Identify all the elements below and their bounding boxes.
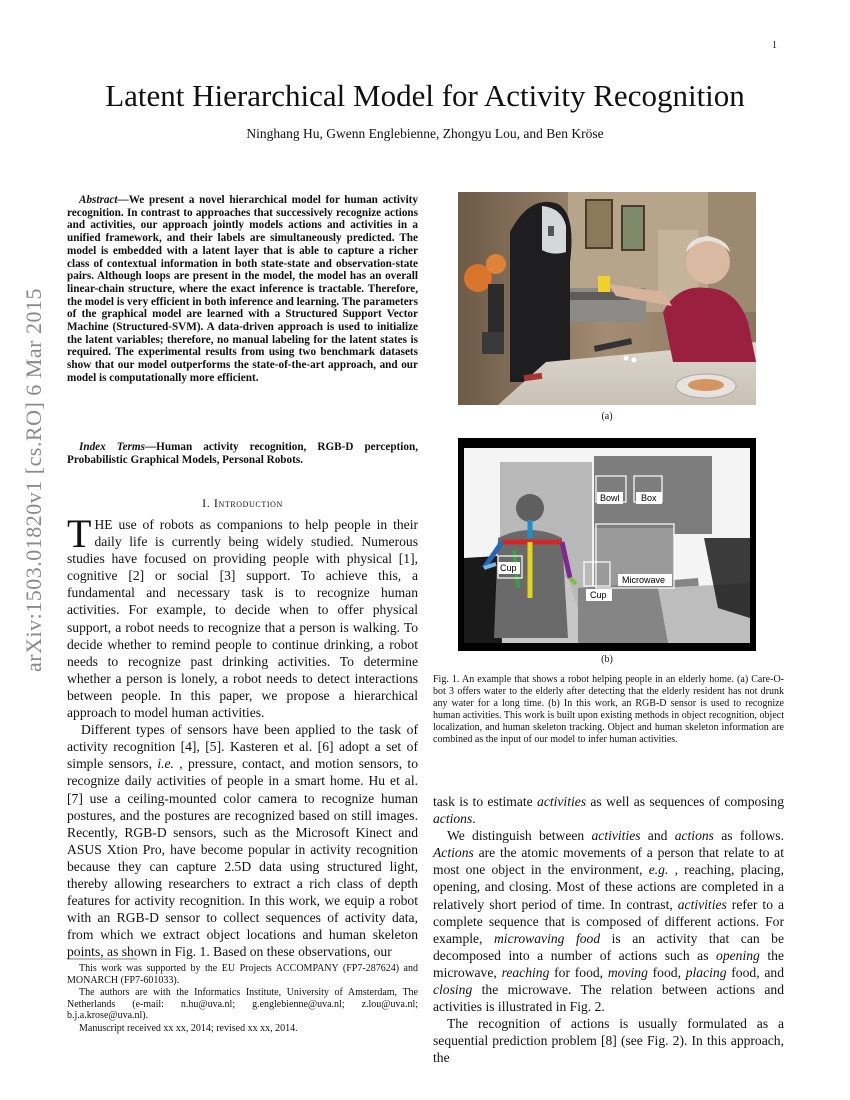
rc-p2-reaching: reaching <box>501 964 550 980</box>
introduction-body <box>67 511 419 960</box>
rc-p2-k: food, and <box>726 964 784 980</box>
rc-p2-placing: placing <box>685 964 727 980</box>
intro-p2-ie: i.e. <box>157 756 174 772</box>
bbox-label-cup-left: Cup <box>500 563 517 573</box>
rc-p2-h: the microwave, <box>433 947 784 980</box>
rc-p2-i: for food, <box>549 964 608 980</box>
rc-p2-d: are the atomic movements of a person that relate to at most one object in the environment, <box>433 845 784 878</box>
rc-p2-closing: closing <box>433 982 473 998</box>
rc-p2-activities2: activities <box>677 896 727 912</box>
rc-p2-l: the microwave. The relation between actions and activities is illustrated in Fig. 2. <box>433 982 784 1015</box>
figure-1a-label: (a) <box>601 411 613 422</box>
right-column-body <box>433 793 784 1067</box>
paper-authors: Ninghang Hu, Gwenn Englebienne, Zhongyu Lou, and Ben Kröse <box>246 126 604 141</box>
bbox-label-cup-right: Cup <box>590 590 607 600</box>
abstract <box>67 194 418 385</box>
right-paragraph-3: The recognition of actions is usually formulated as a sequential prediction problem [8] (see Fig. 2). In this approach, the <box>433 1016 784 1066</box>
abstract-text: —We present a novel hierarchical model for human activity recognition. In contrast to approaches that successively recognize actions and activities, our approach jointly models actions and activities in a unified framework, and their labels are simultaneously predicted. The model is embedded with a latent layer that is able to capture a richer class of contextual information in both state-state and observation-state pairs. Although loops are present in the model, the model has an overall linear-chain structure, where the exact inference is tractable. Therefore, the model is very efficient in both inference and learning. The parameters of the graphical model are learned with a Structured Support Vector Machine (Structured-SVM). A data-driven approach is used to initialize the latent variables; therefore, no manual labeling for the latent states is required. The experimental results from using two benchmark datasets show that our model outperforms the state-of-the-art approach, and our model is computationally more efficient. <box>67 194 418 384</box>
rc-p1-c: . <box>472 811 476 827</box>
figure-1b-depth <box>458 438 756 651</box>
rc-p2-e: , reaching, placing, opening, and closing. Most of these actions are completed in a relatively short period of time. In contrast, <box>433 862 784 912</box>
footnote-manuscript: Manuscript received xx xx, 2014; revised xx xx, 2014. <box>79 1022 298 1034</box>
rc-p2-j: food, <box>647 964 686 980</box>
figure-1a-photo <box>458 192 756 405</box>
index-terms-text: —Human activity recognition, RGB-D perception, Probabilistic Graphical Models, Personal Robots. <box>67 441 418 466</box>
intro-p1-text: HE use of robots as companions to help people in their daily life is currently being widely studied. Numerous studies have focused on providing people with physical [1], cognitive [2] or social [3] support. To achieve this, a fundamental and necessary task is to recognize human activities. For example, to decide when to offer physical support, a robot needs to recognize that a person is walking. To decide whether to remind people to continue drinking, a robot needs to recognize past drinking activities. To determine whether a person is lonely, a robot needs to detect interactions between people. In this paper, we propose a hierarchical approach to model human activities. <box>67 517 418 721</box>
intro-paragraph-1 <box>67 511 418 721</box>
rc-p2-activities: activities <box>591 828 641 844</box>
drop-cap: T <box>67 511 92 556</box>
rc-p2-actions2: Actions <box>433 845 474 861</box>
section-heading: I. Introduction <box>202 496 283 510</box>
rc-p2-opening: opening <box>716 947 760 963</box>
footnote-affiliation: The authors are with the Informatics Institute, University of Amsterdam, The Netherlands (e-mail: n.hu@uva.nl; g.englebienne@uva.nl; z.lou@uva.nl; b.j.a.krose@uva.nl). <box>67 987 418 1022</box>
figure-1-caption: Fig. 1. An example that shows a robot helping people in an elderly home. (a) Care-O-bot 3 offers water to the elderly after detecting that the elderly resident has not drunk any water for a long time. (b) In this work, an RGB-D sensor is used to recognize human activities. This work is built upon existing methods in object recognition, object localization, and human skeleton tracking. Object and human skeleton information are combined as the input of our model to infer human activities. <box>433 674 784 745</box>
paper-title: Latent Hierarchical Model for Activity Recognition <box>105 78 745 113</box>
depth-image <box>458 438 756 651</box>
rc-p1-activities: activities <box>537 794 587 809</box>
rc-p2-g: is an activity that can be decomposed into a number of actions such as <box>433 930 785 963</box>
rc-p2-b: and <box>640 828 675 844</box>
intro-p2-text-b: , pressure, contact, and motion sensors, to recognize daily activities of people in a smart home. Hu et al. [7] use a ceiling-mounted color camera to recognize human postures, and the postures are recognized based on still images. Recently, RGB-D sensors, such as the Microsoft Kinect and ASUS Xtion Pro, have become popular in activity recognition because they can capture 2.5D data using structured light, thereby allowing researchers to extract a rich class of depth features for activity recognition. In this work, we equip a robot with an RGB-D sensor to collect sequences of activity data, from which we extract object locations and human skeleton points, as shown in Fig. 1. Based on these observations, our <box>67 756 419 960</box>
rc-p1-actions: actions <box>433 811 473 827</box>
rc-p2-moving: moving <box>607 964 648 980</box>
index-terms <box>67 441 418 466</box>
footnote-rule <box>67 958 137 960</box>
bbox-label-bowl: Bowl <box>600 493 620 503</box>
rc-p2-f: refer to a complete sequence that is composed of different actions. For example, <box>433 896 785 946</box>
page-number: 1 <box>772 40 777 51</box>
right-paragraph-1 <box>433 793 784 827</box>
intro-p2-text-a: Different types of sensors have been applied to the task of activity recognition [4], [5]. Kasteren et al. [6] adopt a set of simple sensors, <box>67 722 418 772</box>
footnotes <box>67 963 418 1036</box>
rc-p2-a: We distinguish between <box>447 828 592 844</box>
right-paragraph-2 <box>433 827 784 1015</box>
rc-p2-eg: e.g. <box>648 862 669 878</box>
bbox-label-microwave: Microwave <box>622 575 666 585</box>
rc-p1-a: task is to estimate <box>433 794 538 809</box>
rc-p1-b: as well as sequences of composing <box>586 794 784 809</box>
rc-p2-microwaving-food: microwaving food <box>493 930 601 946</box>
rc-p2-actions: actions <box>674 828 714 844</box>
index-terms-lead: Index Terms <box>79 441 145 453</box>
figure-1b-label: (b) <box>601 654 613 665</box>
rc-p2-c: as follows. <box>713 828 784 844</box>
arxiv-watermark <box>14 290 54 670</box>
robot-elderly-photo <box>458 192 756 405</box>
intro-paragraph-2 <box>67 721 418 960</box>
abstract-lead: Abstract <box>79 194 118 206</box>
footnote-funding: This work was supported by the EU Projects ACCOMPANY (FP7-287624) and MONARCH (FP7-601033). <box>67 963 418 986</box>
arxiv-identifier: arXiv:1503.01820v1 [cs.RO] 6 Mar 2015 <box>21 288 46 672</box>
bbox-label-box: Box <box>641 493 657 503</box>
